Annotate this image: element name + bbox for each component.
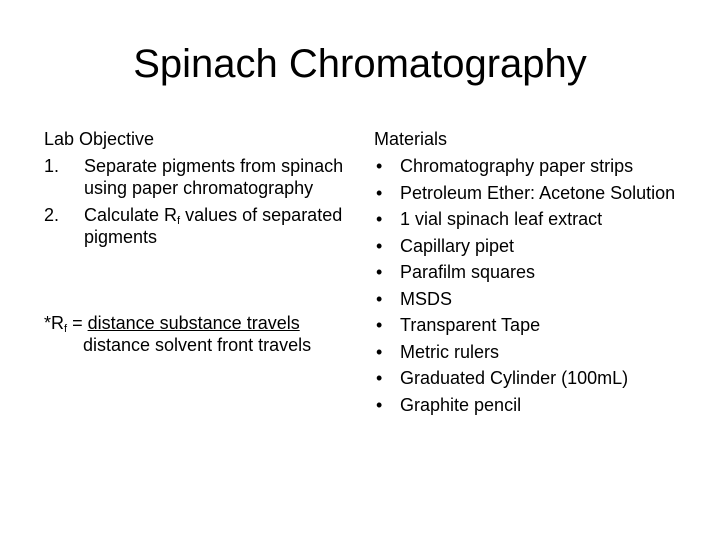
objective-text: Separate pigments from spinach using paper chromatography (84, 156, 344, 198)
material-text: Petroleum Ether: Acetone Solution (400, 182, 676, 203)
objective-item (44, 155, 356, 199)
bullet-icon: • (376, 288, 383, 309)
material-text: Capillary pipet (400, 235, 515, 256)
material-text: 1 vial spinach leaf extract (400, 209, 603, 229)
material-text: Chromatography paper strips (400, 156, 634, 176)
objective-text-before: Calculate R (84, 205, 178, 225)
formula-subscript: f (64, 323, 68, 335)
materials-column (374, 128, 704, 420)
slide-title: Spinach Chromatography (133, 42, 587, 86)
material-item (374, 367, 704, 389)
lab-objective-heading: Lab Objective (44, 129, 155, 149)
materials-heading: Materials (374, 129, 448, 149)
formula-numerator: distance substance travels (87, 313, 300, 333)
bullet-icon: • (376, 262, 383, 282)
bullet-icon: • (376, 368, 383, 388)
material-text: Transparent Tape (400, 315, 541, 335)
materials-list (374, 155, 704, 416)
bullet-icon: • (376, 235, 383, 256)
objective-text-after: values of separated pigments (84, 205, 343, 247)
bullet-icon: • (376, 182, 383, 203)
bullet-icon: • (376, 394, 383, 415)
material-item (374, 208, 704, 230)
objective-number: 1. (44, 156, 60, 176)
bullet-icon: • (376, 209, 383, 229)
formula-denominator: distance solvent front travels (83, 335, 312, 355)
material-item (374, 314, 704, 336)
formula-top-line (44, 312, 356, 334)
objective-number: 2. (44, 205, 60, 225)
material-text: Graduated Cylinder (100mL) (400, 368, 629, 388)
lab-objective-column (44, 128, 356, 356)
material-text: Parafilm squares (400, 262, 536, 282)
material-item (374, 394, 704, 416)
formula-prefix: *R (44, 313, 65, 333)
material-text: MSDS (400, 288, 453, 309)
material-text: Graphite pencil (400, 394, 522, 415)
material-item (374, 182, 704, 204)
material-item (374, 341, 704, 363)
objective-item (44, 204, 356, 248)
material-item (374, 288, 704, 310)
material-text: Metric rulers (400, 341, 500, 362)
objective-subscript: f (177, 215, 181, 227)
formula-equals: = (67, 313, 88, 333)
bullet-icon: • (376, 315, 383, 335)
material-item (374, 261, 704, 283)
material-item (374, 155, 704, 177)
rf-formula (44, 312, 356, 356)
bullet-icon: • (376, 341, 383, 362)
material-item (374, 235, 704, 257)
bullet-icon: • (376, 156, 383, 176)
